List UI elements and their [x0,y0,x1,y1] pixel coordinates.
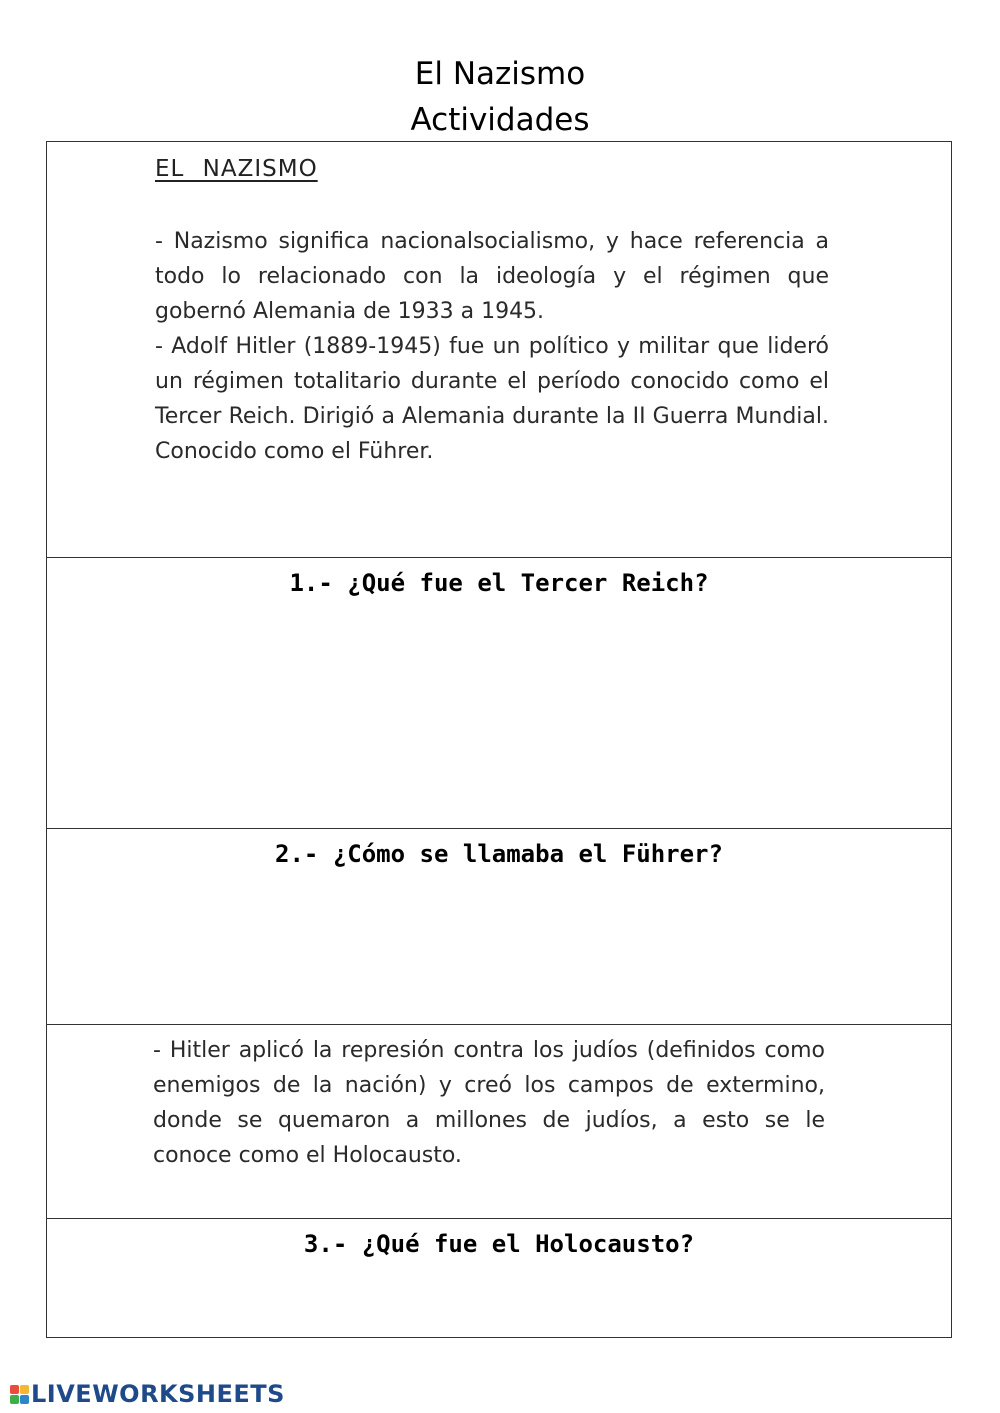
intro-section [47,142,951,558]
question-2-label: 2.- ¿Cómo se llamaba el Führer? [275,840,723,868]
page-subtitle: Actividades [410,102,590,138]
question-1-cell[interactable] [47,558,951,829]
intro-paragraph-hitler: - Adolf Hitler (1889-1945) fue un político y militar que lideró un régimen totalitario durante el período conocido como el Tercer Reich. Dirigió a Alemania durante la II Guerra Mundial. Conocido como el Führer. [155,334,829,464]
question-3-cell[interactable] [47,1219,951,1337]
logo-square-red [10,1385,19,1394]
logo-square-blue [20,1395,29,1404]
holocaust-info-section [47,1025,951,1219]
section-heading: EL NAZISMO [155,156,318,182]
question-2-cell[interactable] [47,829,951,1025]
liveworksheets-logo-icon [10,1385,29,1404]
question-3-label: 3.- ¿Qué fue el Holocausto? [303,1230,695,1258]
logo-square-yellow [20,1385,29,1394]
liveworksheets-logo-text: LIVEWORKSHEETS [31,1380,285,1408]
footer-branding [10,1380,285,1408]
page-title: El Nazismo [414,56,586,92]
logo-square-green [10,1395,19,1404]
holocaust-paragraph: - Hitler aplicó la represión contra los judíos (definidos como enemigos de la nación) y creó los campos de extermino, donde se quemaron a millones de judíos, a esto se le conoce como el Holocausto. [153,1038,825,1168]
intro-paragraph-nazismo: - Nazismo significa nacionalsocialismo, y hace referencia a todo lo relacionado con la ideología y el régimen que gobernó Alemania de 1933 a 1945. [155,229,829,324]
worksheet-table [46,141,952,1338]
question-1-label: 1.- ¿Qué fue el Tercer Reich? [289,569,709,597]
